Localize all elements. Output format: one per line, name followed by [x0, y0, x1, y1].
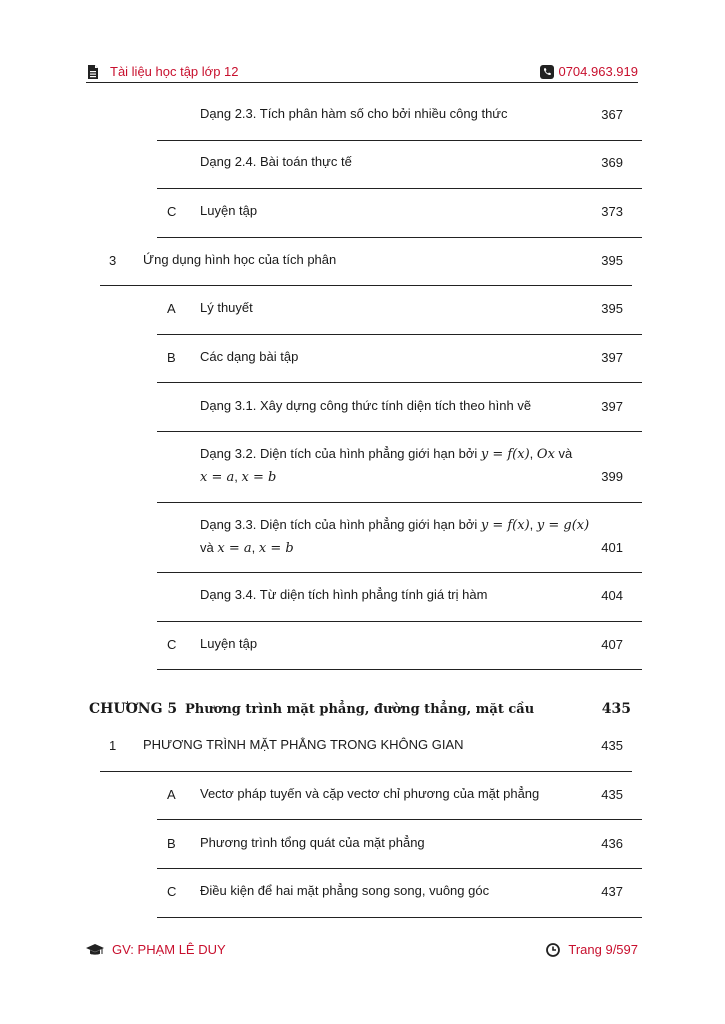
toc-entry-page[interactable]: 407 [601, 637, 623, 652]
divider [157, 188, 642, 189]
formula: x = a [200, 470, 235, 485]
divider [157, 572, 642, 573]
toc-section-title[interactable]: Ứng dụng hình học của tích phân [143, 252, 337, 267]
footer-teacher: GV: PHẠM LÊ DUY [112, 942, 226, 957]
toc-entry-mark: B [167, 836, 176, 851]
toc-entry-title[interactable]: Dạng 2.3. Tích phân hàm số cho bởi nhiều công thức [200, 106, 508, 121]
divider [157, 819, 642, 820]
toc-entry-title[interactable]: Vectơ pháp tuyến và cặp vectơ chỉ phương của mặt phẳng [200, 786, 540, 801]
footer-left [86, 942, 226, 957]
toc-entry-title[interactable]: Luyện tập [200, 203, 258, 218]
toc-entry-mark: B [167, 350, 176, 365]
divider [157, 868, 642, 869]
toc-entry-title[interactable]: Dạng 3.3. Diện tích của hình phẳng giới hạn bởi y = f(x), y = g(x) và x = a, x = b [200, 517, 590, 556]
formula: x = b [241, 470, 277, 485]
clock-icon [546, 943, 560, 957]
footer-page-number: Trang 9/597 [568, 942, 638, 957]
divider [157, 621, 642, 622]
divider [157, 382, 642, 383]
toc-entry-title[interactable]: Điều kiện để hai mặt phẳng song song, vuông góc [200, 883, 490, 898]
divider [157, 917, 642, 918]
toc-entry-title[interactable]: Lý thuyết [200, 300, 253, 315]
divider [157, 334, 642, 335]
toc-entry-title[interactable]: Luyện tập [200, 636, 258, 651]
toc-entry-title[interactable]: Dạng 3.2. Diện tích của hình phẳng giới hạn bởi y = f(x), Ox và x = a, x = b [200, 446, 573, 485]
header-right [540, 64, 638, 79]
divider [157, 237, 642, 238]
page-header [86, 64, 638, 83]
toc-entry-page[interactable]: 404 [601, 588, 623, 603]
chapter-title[interactable]: Phương trình mặt phẳng, đường thẳng, mặt cầu [185, 702, 535, 717]
formula: y = g(x) [536, 518, 590, 533]
divider [157, 140, 642, 141]
formula: y = f(x) [480, 518, 530, 533]
toc-entry-page[interactable]: 435 [601, 787, 623, 802]
page-footer [86, 942, 638, 962]
divider [157, 669, 642, 670]
toc-entry-page[interactable]: 399 [601, 469, 623, 484]
toc-entry-mark: A [167, 301, 176, 316]
header-phone: 0704.963.919 [558, 64, 638, 79]
formula: y = f(x) [480, 447, 530, 462]
toc-entry-mark: C [167, 637, 177, 652]
toc-section-number: 3 [109, 253, 117, 268]
header-title: Tài liệu học tập lớp 12 [110, 64, 239, 79]
toc-entry-title[interactable]: Phương trình tổng quát của mặt phẳng [200, 835, 425, 850]
toc-entry-page[interactable]: 369 [601, 155, 623, 170]
toc-entry-page[interactable]: 437 [601, 884, 623, 899]
formula: x = a [217, 541, 252, 556]
formula: Ox [536, 447, 555, 462]
toc-entry-page[interactable]: 435 [601, 738, 623, 753]
toc-entry-title[interactable]: Các dạng bài tập [200, 349, 299, 364]
divider [157, 502, 642, 503]
toc-entry-title[interactable]: Dạng 3.4. Từ diện tích hình phẳng tính giá trị hàm [200, 587, 488, 602]
toc-entry-page[interactable]: 436 [601, 836, 623, 851]
toc-entry-page[interactable]: 367 [601, 107, 623, 122]
divider [100, 771, 632, 772]
toc-entry-page[interactable]: 397 [601, 350, 623, 365]
toc-entry-mark: A [167, 787, 176, 802]
graduation-cap-icon [86, 943, 104, 957]
toc-entry-page[interactable]: 395 [601, 253, 623, 268]
header-left [86, 64, 239, 79]
toc-entry-page[interactable]: 401 [601, 540, 623, 555]
divider [100, 285, 632, 286]
toc-entry-title[interactable]: Dạng 3.1. Xây dựng công thức tính diện tích theo hình vẽ [200, 398, 532, 413]
toc-entry-page[interactable]: 373 [601, 204, 623, 219]
toc-entry-mark: C [167, 884, 177, 899]
toc-section-number: 1 [109, 738, 117, 753]
divider [157, 431, 642, 432]
toc-entry-title[interactable]: Dạng 2.4. Bài toán thực tế [200, 154, 352, 169]
chapter-label: CHƯƠNG 5 [89, 701, 178, 717]
toc-entry-page[interactable]: 397 [601, 399, 623, 414]
toc-section-title[interactable]: PHƯƠNG TRÌNH MẶT PHẲNG TRONG KHÔNG GIAN [143, 737, 464, 752]
phone-icon [540, 65, 554, 79]
toc-entry-page[interactable]: 395 [601, 301, 623, 316]
formula: x = b [258, 541, 294, 556]
document-icon [86, 65, 100, 79]
chapter-page[interactable]: 435 [601, 701, 631, 717]
footer-right [546, 942, 638, 957]
toc-entry-mark: C [167, 204, 177, 219]
